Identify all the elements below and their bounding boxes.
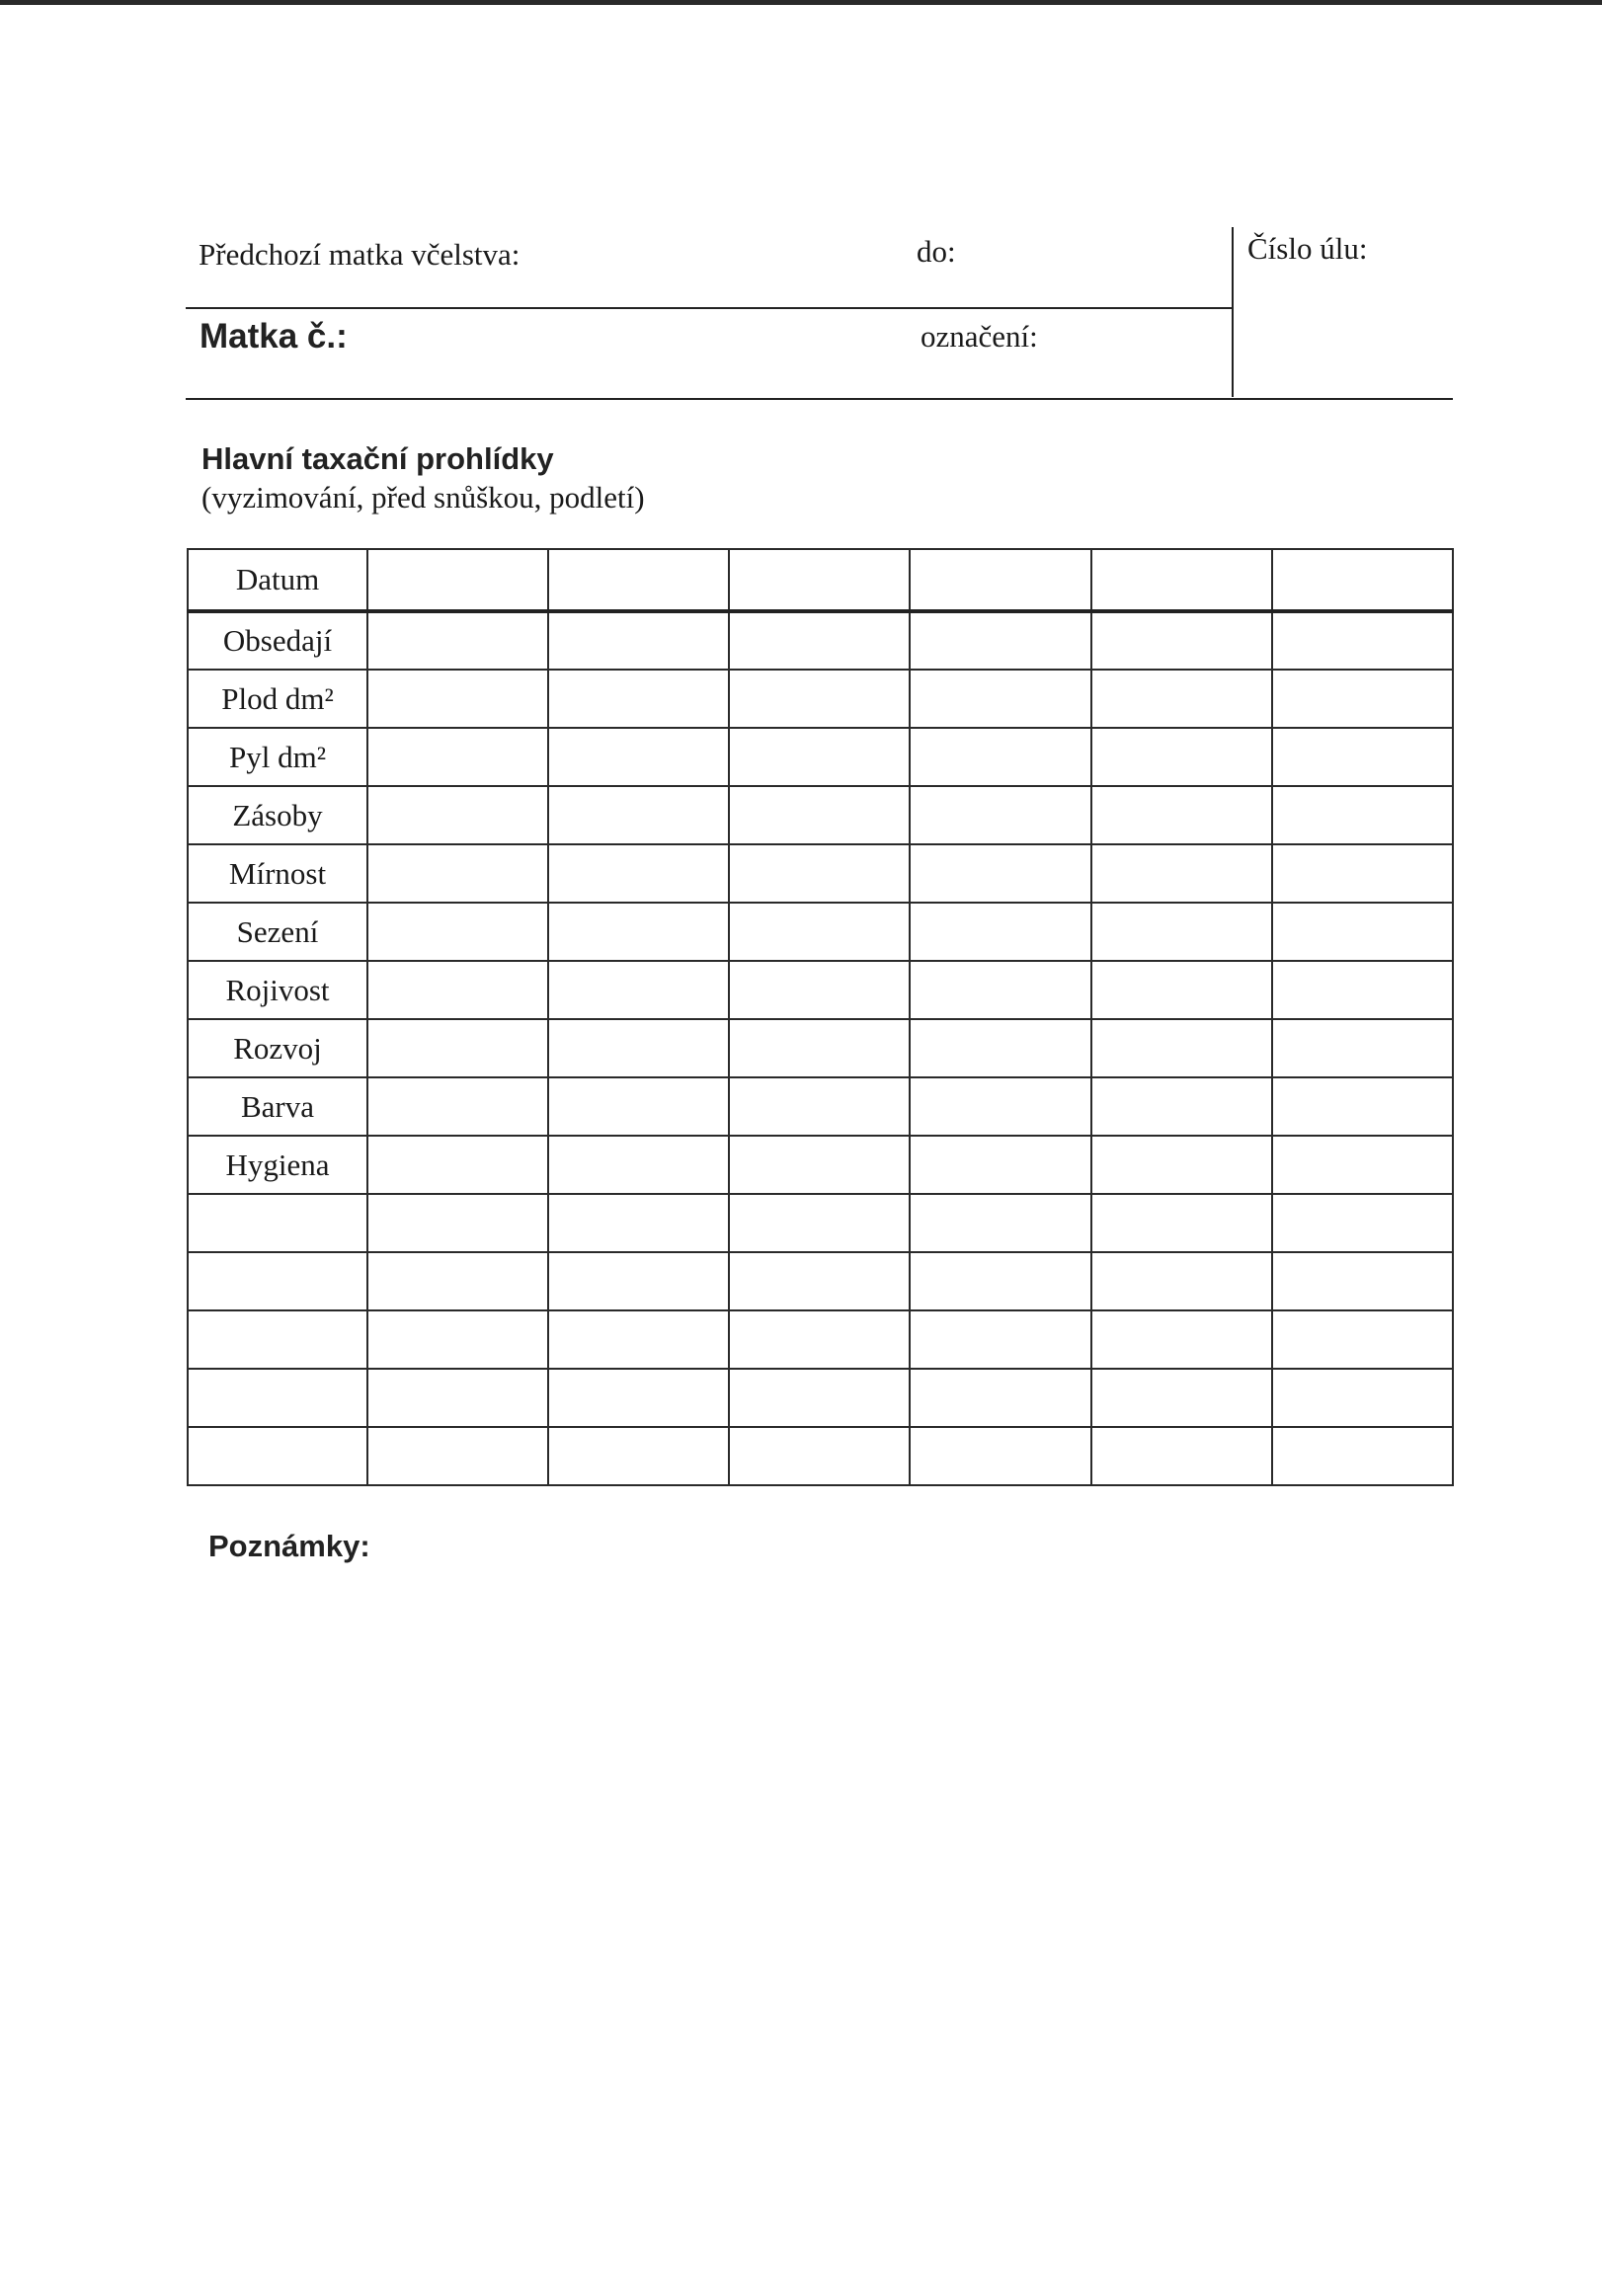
entry-cell[interactable] [548,1077,729,1136]
entry-cell[interactable] [910,1252,1090,1310]
table-row [188,728,1453,786]
table-row [188,1019,1453,1077]
entry-cell[interactable] [548,670,729,728]
row-label-cell [188,1194,367,1252]
entry-cell[interactable] [548,903,729,961]
entry-cell[interactable] [367,728,548,786]
table-row [188,844,1453,903]
entry-cell[interactable] [1091,903,1272,961]
entry-cell[interactable] [729,1019,910,1077]
entry-cell[interactable] [910,1194,1090,1252]
row-label-cell: Rozvoj [188,1019,367,1077]
table-header-row [188,549,1453,611]
entry-cell[interactable] [1091,844,1272,903]
entry-cell[interactable] [1091,1136,1272,1194]
marking-label: označení: [921,319,1038,354]
entry-cell[interactable] [548,1252,729,1310]
entry-cell[interactable] [1272,670,1453,728]
entry-cell[interactable] [1272,1427,1453,1485]
entry-cell[interactable] [1091,1252,1272,1310]
entry-cell[interactable] [1272,1194,1453,1252]
entry-cell[interactable] [1091,611,1272,670]
row-label-cell: Barva [188,1077,367,1136]
entry-cell[interactable] [367,1427,548,1485]
table-row [188,786,1453,844]
entry-cell[interactable] [548,786,729,844]
entry-cell[interactable] [1091,1194,1272,1252]
entry-cell[interactable] [1272,1077,1453,1136]
table-row [188,961,1453,1019]
table-row [188,611,1453,670]
section-subtitle: (vyzimování, před snůškou, podletí) [201,480,645,515]
notes-label: Poznámky: [208,1529,370,1563]
entry-cell[interactable] [367,1019,548,1077]
section-title: Hlavní taxační prohlídky [201,441,554,476]
row-label-cell: Pyl dm² [188,728,367,786]
entry-cell[interactable] [910,1136,1090,1194]
hive-number-label: Číslo úlu: [1247,231,1368,266]
row-label-cell: Obsedají [188,611,367,670]
entry-cell[interactable] [367,1369,548,1427]
entry-cell[interactable] [910,961,1090,1019]
table-row [188,903,1453,961]
entry-cell[interactable] [367,1310,548,1369]
entry-cell[interactable] [729,1369,910,1427]
queen-number-label: Matka č.: [200,317,348,356]
entry-cell[interactable] [548,1194,729,1252]
entry-cell[interactable] [1272,1136,1453,1194]
row-label-cell: Sezení [188,903,367,961]
table-row [188,670,1453,728]
table-row [188,1310,1453,1369]
hive-number-box-border [1232,227,1234,397]
entry-cell[interactable] [910,728,1090,786]
entry-cell[interactable] [548,1136,729,1194]
entry-cell[interactable] [1272,1019,1453,1077]
entry-cell[interactable] [729,670,910,728]
entry-cell[interactable] [367,961,548,1019]
entry-cell[interactable] [910,1369,1090,1427]
entry-cell[interactable] [548,1427,729,1485]
header-divider-upper [186,307,1232,309]
entry-cell[interactable] [367,786,548,844]
row-label-cell: Rojivost [188,961,367,1019]
inspection-table [187,548,1454,1486]
table-row [188,1252,1453,1310]
entry-cell[interactable] [1091,1310,1272,1369]
entry-cell[interactable] [367,1194,548,1252]
entry-cell[interactable] [1091,1369,1272,1427]
entry-cell[interactable] [729,786,910,844]
entry-cell[interactable] [1272,1310,1453,1369]
entry-cell[interactable] [729,1310,910,1369]
entry-cell[interactable] [729,903,910,961]
row-label-cell [188,1310,367,1369]
entry-cell[interactable] [729,1136,910,1194]
entry-cell[interactable] [1272,903,1453,961]
entry-cell[interactable] [729,844,910,903]
entry-cell[interactable] [1272,728,1453,786]
row-label-cell: Hygiena [188,1136,367,1194]
until-label: do: [917,234,956,269]
entry-cell[interactable] [1272,786,1453,844]
entry-cell[interactable] [729,611,910,670]
entry-cell[interactable] [1091,728,1272,786]
entry-cell[interactable] [1272,961,1453,1019]
date-entry-cell[interactable] [1091,549,1272,611]
row-label-cell: Plod dm² [188,670,367,728]
table-row [188,1369,1453,1427]
table-row [188,1077,1453,1136]
entry-cell[interactable] [729,961,910,1019]
date-entry-cell[interactable] [729,549,910,611]
row-label-cell [188,1252,367,1310]
entry-cell[interactable] [1091,670,1272,728]
entry-cell[interactable] [1272,1369,1453,1427]
entry-cell[interactable] [910,1019,1090,1077]
date-entry-cell[interactable] [910,549,1090,611]
table-row [188,1427,1453,1485]
entry-cell[interactable] [367,844,548,903]
entry-cell[interactable] [729,728,910,786]
entry-cell[interactable] [1272,611,1453,670]
date-entry-cell[interactable] [1272,549,1453,611]
entry-cell[interactable] [548,1369,729,1427]
entry-cell[interactable] [910,1427,1090,1485]
entry-cell[interactable] [1091,1019,1272,1077]
entry-cell[interactable] [910,670,1090,728]
header-divider-lower [186,398,1453,400]
entry-cell[interactable] [548,844,729,903]
entry-cell[interactable] [548,728,729,786]
date-entry-cell[interactable] [548,549,729,611]
entry-cell[interactable] [1091,961,1272,1019]
entry-cell[interactable] [1091,1077,1272,1136]
entry-cell[interactable] [367,611,548,670]
table-row [188,1194,1453,1252]
table-row [188,1136,1453,1194]
row-label-cell [188,1369,367,1427]
row-label-cell [188,1427,367,1485]
entry-cell[interactable] [910,844,1090,903]
entry-cell[interactable] [1272,844,1453,903]
row-label-cell: Mírnost [188,844,367,903]
date-header-cell: Datum [188,549,367,611]
entry-cell[interactable] [548,1019,729,1077]
entry-cell[interactable] [367,903,548,961]
entry-cell[interactable] [1091,786,1272,844]
row-label-cell: Zásoby [188,786,367,844]
previous-queen-label: Předchozí matka včelstva: [199,237,521,272]
entry-cell[interactable] [367,1077,548,1136]
entry-cell[interactable] [910,903,1090,961]
entry-cell[interactable] [1091,1427,1272,1485]
date-entry-cell[interactable] [367,549,548,611]
entry-cell[interactable] [367,670,548,728]
entry-cell[interactable] [367,1252,548,1310]
entry-cell[interactable] [729,1194,910,1252]
entry-cell[interactable] [548,961,729,1019]
entry-cell[interactable] [910,786,1090,844]
entry-cell[interactable] [729,1077,910,1136]
entry-cell[interactable] [910,1310,1090,1369]
entry-cell[interactable] [910,611,1090,670]
entry-cell[interactable] [729,1252,910,1310]
entry-cell[interactable] [548,611,729,670]
entry-cell[interactable] [729,1427,910,1485]
entry-cell[interactable] [548,1310,729,1369]
scan-top-edge [0,0,1602,5]
entry-cell[interactable] [1272,1252,1453,1310]
entry-cell[interactable] [367,1136,548,1194]
entry-cell[interactable] [910,1077,1090,1136]
